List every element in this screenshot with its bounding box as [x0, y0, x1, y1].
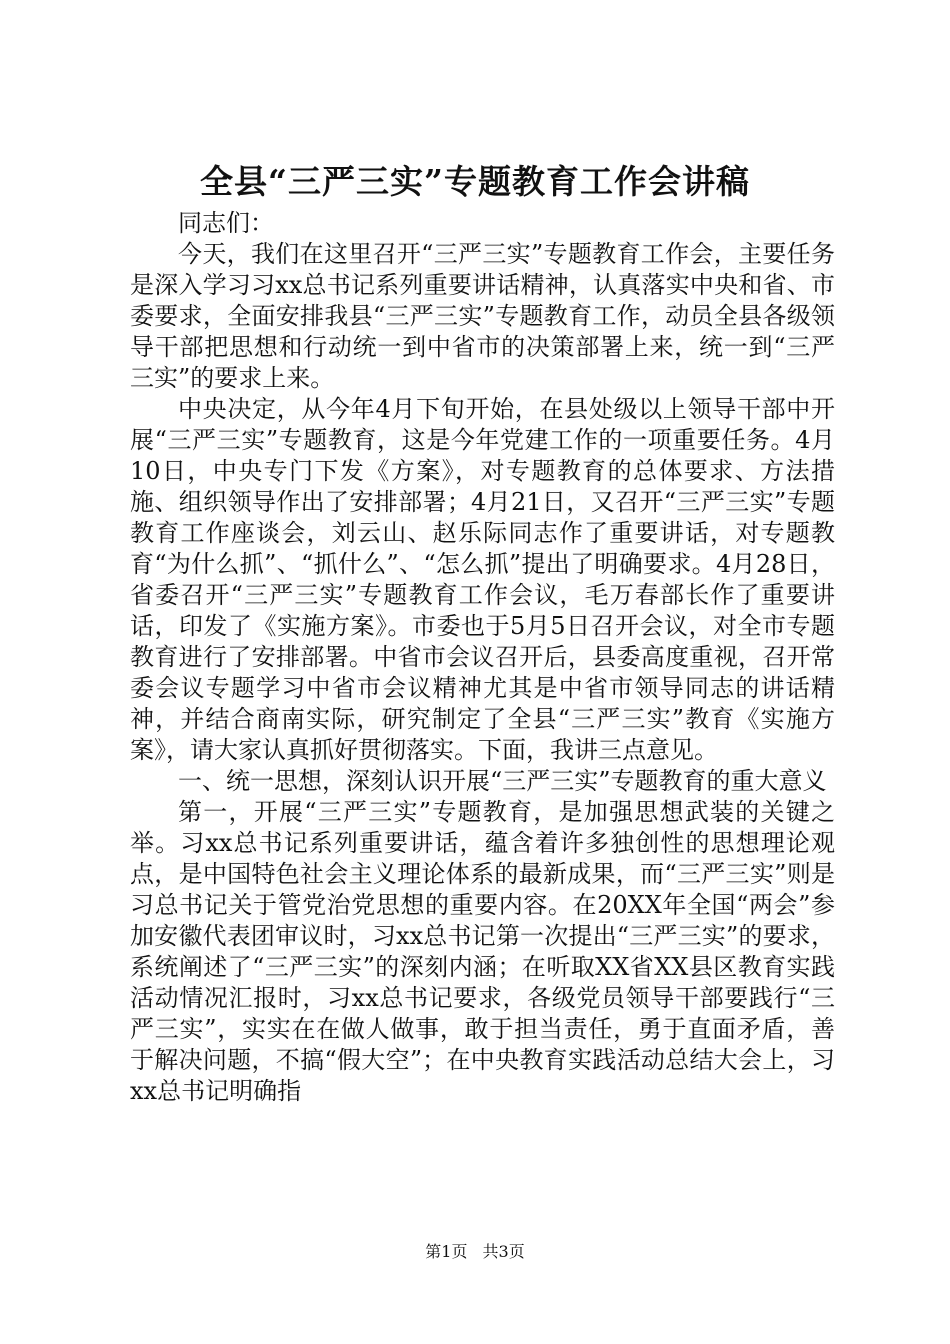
body-paragraph: 中央决定，从今年4月下旬开始，在县处级以上领导干部中开展“三严三实”专题教育，这是今年党建工作的一项重要任务。4月10日，中央专门下发《方案》，对专题教育的总体要求、方法措施、组织领导作出了安排部署；4月21日，又召开“三严三实”专题教育工作座谈会，刘云山、赵乐际同志作了重要讲话，对专题教育“为什么抓”、“抓什么”、“怎么抓”提出了明确要求。4月28日，省委召开“三严三实”专题教育工作会议，毛万春部长作了重要讲话，印发了《实施方案》。市委也于5月5日召开会议，对全市专题教育进行了安排部署。中省市会议召开后，县委高度重视，召开常委会议专题学习中省市会议精神尤其是中省市领导同志的讲话精神，并结合商南实际，研究制定了全县“三严三实”教育《实施方案》，请大家认真抓好贯彻落实。下面，我讲三点意见。: [130, 395, 835, 764]
body-paragraph: 第一，开展“三严三实”专题教育，是加强思想武装的关键之举。习xx总书记系列重要讲话，蕴含着许多独创性的思想理论观点，是中国特色社会主义理论体系的最新成果，而“三严三实”则是习总书记关于管党治党思想的重要内容。在20XX年全国“两会”参加安徽代表团审议时，习xx总书记第一次提出“三严三实”的要求，系统阐述了“三严三实”的深刻内涵；在听取XX省XX县区教育实践活动情况汇报时，习xx总书记要求，各级党员领导干部要践行“三严三实”，实实在在做人做事，敢于担当责任，勇于直面矛盾，善于解决问题，不搞“假大空”；在中央教育实践活动总结大会上，习xx总书记明确指: [130, 798, 835, 1105]
page-total: 共3页: [482, 1242, 525, 1261]
section-heading: 一、统一思想，深刻认识开展“三严三实”专题教育的重大意义: [178, 767, 827, 795]
page-number: 第1页: [425, 1242, 468, 1261]
document-body: [130, 208, 835, 1107]
body-paragraph: 今天，我们在这里召开“三严三实”专题教育工作会，主要任务是深入学习习xx总书记系列重要讲话精神，认真落实中央和省、市委要求，全面安排我县“三严三实”专题教育工作，动员全县各级领导干部把思想和行动统一到中省市的决策部署上来，统一到“三严三实”的要求上来。: [130, 240, 835, 392]
document-title: 全县“三严三实”专题教育工作会讲稿: [200, 162, 750, 201]
page-footer: [0, 1240, 950, 1264]
salutation-paragraph: 同志们：: [178, 209, 274, 237]
